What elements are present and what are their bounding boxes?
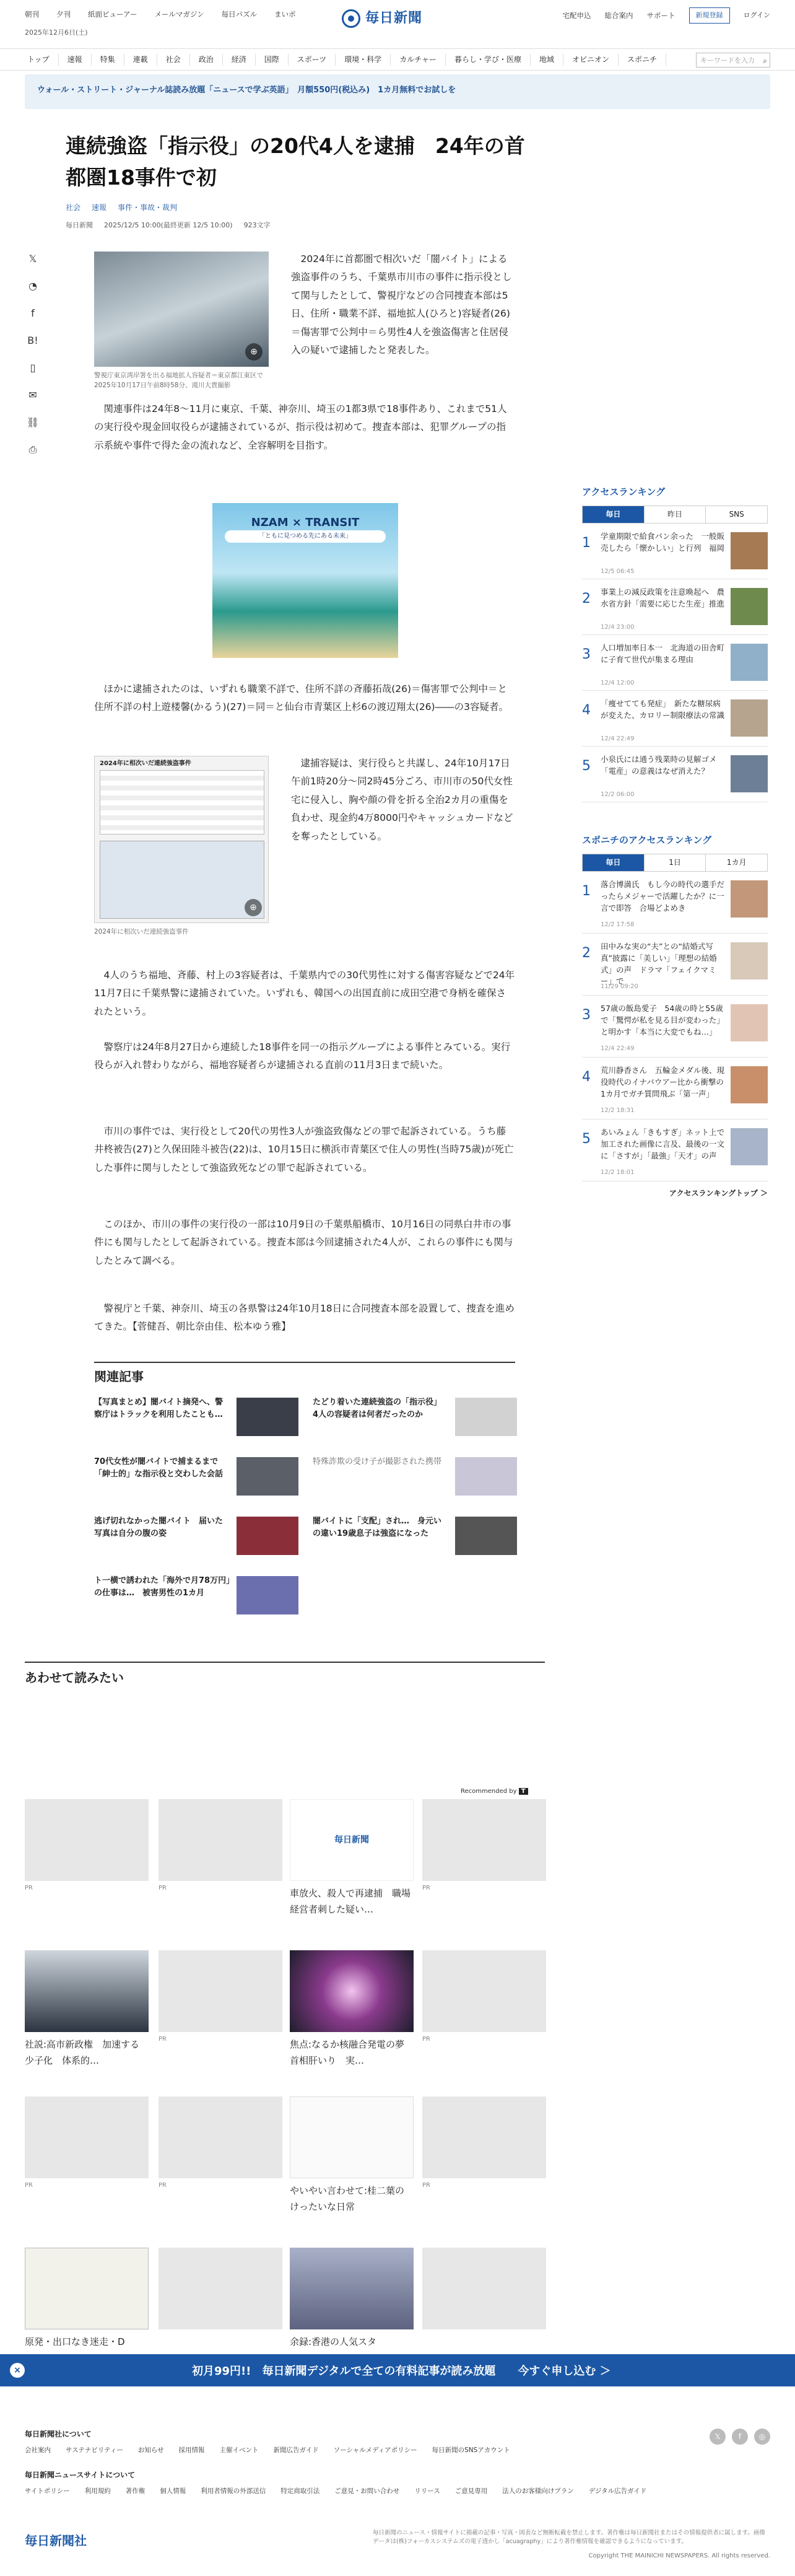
- footer-heading-site: 毎日新聞ニュースサイトについて: [25, 2470, 136, 2479]
- rank-date: 12/4 22:49: [601, 735, 635, 743]
- related-divider: [94, 1362, 515, 1363]
- nav-opinion[interactable]: オピニオン: [563, 54, 619, 66]
- rank-date: 12/4 23:00: [601, 624, 635, 631]
- ranking-item[interactable]: [582, 635, 768, 691]
- related-item-thumb: [237, 1576, 298, 1614]
- ad-subtitle: 「ともに見つめる先にある未来」: [225, 530, 386, 543]
- nav-world[interactable]: 国際: [256, 54, 289, 66]
- close-icon[interactable]: ×: [10, 2363, 25, 2378]
- rank-thumb: [731, 880, 768, 918]
- recommend-card[interactable]: [159, 1799, 282, 1893]
- footer-link[interactable]: 特定商取引法: [280, 2487, 320, 2495]
- recommend-card[interactable]: [290, 1950, 414, 2069]
- recommend-card[interactable]: [159, 2096, 282, 2191]
- register-button[interactable]: 新規登録: [689, 7, 730, 24]
- related-item[interactable]: [313, 1396, 517, 1440]
- x-icon[interactable]: 𝕏: [710, 2429, 726, 2445]
- recommend-thumb: [290, 1799, 414, 1881]
- rank-title: 人口増加率日本一 北海道の田舎町に子育て世代が集まる理由: [601, 643, 725, 664]
- comment-icon[interactable]: ◔: [28, 280, 37, 292]
- ranking-heading: アクセスランキング: [582, 486, 666, 497]
- rank-number: 3: [582, 1007, 591, 1023]
- ranking-top-link[interactable]: アクセスランキングトップ ＞: [669, 1189, 768, 1198]
- support-link[interactable]: サポート: [646, 11, 676, 20]
- rank-title: 荒川静香さん 五輪金メダル後、現役時代のイナバウアー比から衝撃の1カ月でガチ質問飛ぶ「第一声」: [601, 1066, 725, 1098]
- recommend-card[interactable]: [422, 1799, 546, 1893]
- logo-text: 毎日新聞: [365, 10, 423, 26]
- copyright: Copyright THE MAINICHI NEWSPAPERS. All rights reserved.: [588, 2552, 770, 2559]
- nav-series[interactable]: 連載: [124, 54, 157, 66]
- ad-title: NZAM × TRANSIT: [251, 516, 360, 529]
- promo-banner[interactable]: [25, 74, 770, 109]
- footer-note: 毎日新聞のニュース・情報サイトに掲載の記事・写真・図表など無断転載を禁止します。著作権は毎日新聞社またはその情報提供者に属します。画像データは(株)フォーカスシステムズの電子透かし「acuagraphy」により著作権情報を確認できるようになっています。: [373, 2530, 765, 2546]
- pr-label: PR: [422, 2182, 430, 2189]
- sponichi-tabs: [582, 854, 768, 872]
- photo-caption: 警視庁東京湾岸署を出る福地拡人容疑者＝東京都江東区で2025年10月17日午前8時58分、滝川大貴撮影: [94, 372, 263, 390]
- sponichi-ranking: [582, 833, 768, 1199]
- related-item[interactable]: [94, 1515, 298, 1559]
- footer-link[interactable]: 利用者情報の外部送信: [201, 2487, 266, 2495]
- recommend-card[interactable]: [159, 2248, 282, 2329]
- rank-date: 12/4 12:00: [601, 680, 635, 687]
- recommend-card[interactable]: [422, 1950, 546, 2044]
- top-link-evening[interactable]: 夕刊: [56, 10, 71, 19]
- recommend-card[interactable]: [159, 1950, 282, 2044]
- footer-heading-company: 毎日新聞社について: [25, 2430, 92, 2438]
- related-item-thumb: [237, 1398, 298, 1436]
- map-title: 2024年に相次いだ連続強盗事件: [100, 760, 191, 767]
- rank-date: 12/2 17:58: [601, 921, 635, 929]
- recommend-title: やいやい言わせて:桂二葉のけったいな日常: [290, 2185, 405, 2212]
- footer-link[interactable]: ご意見・お問い合わせ: [334, 2487, 400, 2495]
- footer-link[interactable]: お知らせ: [137, 2447, 164, 2455]
- rank-date: 12/2 06:00: [601, 791, 635, 799]
- tab-sponichi-1day[interactable]: 1日: [645, 854, 706, 871]
- nav-sponichi[interactable]: スポニチ: [619, 54, 666, 66]
- footer-link[interactable]: 新聞広告ガイド: [273, 2447, 319, 2455]
- search-placeholder: キーワードを入力: [700, 56, 755, 64]
- instagram-icon[interactable]: ◎: [754, 2429, 770, 2445]
- footer-link[interactable]: 毎日新聞のSNSアカウント: [432, 2447, 510, 2455]
- recommend-thumb: [159, 1799, 282, 1881]
- rank-date: 11/29 09:20: [601, 983, 638, 991]
- access-ranking: [582, 484, 768, 802]
- share-rail: [24, 248, 42, 466]
- related-item-title: 特殊詐欺の受け子が撮影された携帯: [313, 1457, 442, 1466]
- nav-sports[interactable]: スポーツ: [289, 54, 336, 66]
- rank-title: 57歳の飯島愛子 54歳の時と55歳で「驚愕が私を見る目が変わった」と明かす「本当に大変でもね…」: [601, 1004, 724, 1036]
- related-item-title: 70代女性が闇バイトで捕まるまで 「紳士的」な指示役と交わした会話: [94, 1457, 227, 1479]
- thumb-logo-text: 毎日新聞: [334, 1834, 369, 1845]
- footer-link[interactable]: ソーシャルメディアポリシー: [333, 2447, 417, 2455]
- recommend-card[interactable]: [25, 2248, 149, 2350]
- pr-label: PR: [159, 2036, 167, 2043]
- recommended-by: [461, 1787, 528, 1797]
- article-paragraph-8: このほか、市川の事件の実行役の一部は10月9日の千葉県船橋市、10月16日の同県白井市の事件にも関与したとして起訴されている。捜査本部は今回逮捕された4人が、これらの事件にも関与したとみて調べる。: [94, 1219, 513, 1266]
- top-link-morning[interactable]: 朝刊: [25, 10, 39, 19]
- nav-breaking[interactable]: 速報: [59, 54, 92, 66]
- rank-title: 落合博満氏 もし今の時代の選手だったらメジャーで活躍したか？に一言で即答 合場どよめき: [601, 880, 725, 913]
- recommend-title: 社説:高市新政権 加速する少子化 体系的…: [25, 2039, 140, 2066]
- related-item[interactable]: [94, 1396, 298, 1440]
- tab-sponichi-daily[interactable]: 毎日: [583, 854, 645, 871]
- recommend-title: 車放火、殺人で再逮捕 職場経営者刺した疑い…: [290, 1888, 411, 1915]
- rank-title: 小泉氏には通う残業時の見解ゴメ「電産」の意義はなぜ消えた？: [601, 755, 717, 776]
- nav-culture[interactable]: カルチャー: [391, 54, 446, 66]
- nav-local[interactable]: 地域: [531, 54, 563, 66]
- article-char-count: 923文字: [243, 221, 271, 230]
- ranking-item[interactable]: [582, 691, 768, 747]
- recommend-card[interactable]: [25, 1950, 149, 2069]
- footer-link[interactable]: 個人情報: [160, 2487, 186, 2495]
- top-utility-bar: [0, 0, 795, 37]
- article-map-figure: [94, 756, 269, 937]
- link-copy-icon[interactable]: ⛓: [26, 416, 40, 429]
- recommend-title: 原発・出口なき迷走・D: [25, 2336, 125, 2347]
- recommend-thumb: [422, 2096, 546, 2178]
- recommend-thumb: [422, 1950, 546, 2032]
- recommend-thumb: [25, 1799, 149, 1881]
- rank-number: 4: [582, 1069, 591, 1085]
- print-icon[interactable]: ⎙: [28, 444, 37, 456]
- pr-label: PR: [159, 2182, 167, 2189]
- category-society[interactable]: 社会: [66, 203, 81, 212]
- site-footer: [25, 2429, 770, 2510]
- related-item-thumb: [237, 1457, 298, 1496]
- mail-share-icon[interactable]: ✉: [28, 389, 37, 401]
- zoom-icon[interactable]: ⊕: [245, 899, 262, 916]
- footer-link[interactable]: 著作権: [125, 2487, 146, 2495]
- nav-top[interactable]: トップ: [19, 54, 59, 66]
- ranking-item[interactable]: [582, 579, 768, 635]
- ranking-item[interactable]: [582, 524, 768, 579]
- suspect-photo[interactable]: [94, 252, 269, 367]
- recommend-thumb: [159, 2248, 282, 2329]
- related-item[interactable]: [313, 1456, 517, 1499]
- footer-link[interactable]: ご意見専用: [454, 2487, 488, 2495]
- article-header: [66, 130, 536, 231]
- rank-number: 1: [582, 535, 591, 551]
- recommend-thumb: [290, 2248, 414, 2329]
- related-item-title: 闇バイトに「支配」され… 身元いの違い19歳息子は強盗になった: [313, 1517, 442, 1539]
- rank-title: 「痩せてても発症」 新たな糖尿病が変えた、カロリー制限療法の常識: [601, 699, 725, 720]
- pr-label: PR: [422, 1885, 430, 1891]
- related-heading: 関連記事: [94, 1369, 144, 1384]
- top-link-viewer[interactable]: 紙面ビューアー: [88, 10, 137, 19]
- rank-date: 12/2 18:31: [601, 1107, 635, 1115]
- delivery-link[interactable]: 宅配申込: [562, 11, 591, 20]
- nav-science[interactable]: 環境・科学: [336, 54, 391, 66]
- ranking-item[interactable]: [582, 747, 768, 802]
- rank-number: 1: [582, 883, 591, 900]
- rank-date: 12/4 22:49: [601, 1045, 635, 1053]
- rank-number: 3: [582, 647, 591, 663]
- login-button[interactable]: ログイン: [743, 11, 770, 19]
- rank-thumb: [731, 699, 768, 737]
- recommend-title: 焦点:なるか核融合発電の夢 首相肝いり 実…: [290, 2039, 414, 2066]
- awasete-heading: あわせて読みたい: [25, 1670, 124, 1685]
- rank-thumb: [731, 755, 768, 792]
- related-item-thumb: [455, 1517, 517, 1555]
- recommend-thumb: [159, 2096, 282, 2178]
- bookmark-icon[interactable]: ▯: [30, 362, 36, 374]
- related-item-thumb: [455, 1457, 517, 1496]
- rank-thumb: [731, 942, 768, 979]
- nav-life[interactable]: 暮らし・学び・医療: [446, 54, 531, 66]
- article-meta: [66, 220, 536, 231]
- pr-label: PR: [422, 2036, 430, 2043]
- footer-site-links: [25, 2486, 770, 2497]
- tab-ranking-yesterday[interactable]: 昨日: [645, 506, 706, 523]
- top-link-mail[interactable]: メールマガジン: [154, 10, 204, 19]
- rank-title: あいみょん「きもすぎ」ネット上で加工された画像に言及、最後の一文に「さすが」「最強」「天才」の声: [601, 1128, 725, 1160]
- article-paragraph-6: 警察庁は24年8月27日から連続した18事件を同一の指示グループによる事件とみている。実行役らが入れ替わりながら、福地容疑者らが逮捕される直前の11月3日まで続いた。: [94, 1041, 511, 1071]
- pr-label: PR: [25, 2182, 33, 2189]
- ranking-item[interactable]: [582, 872, 768, 934]
- tab-ranking-sns[interactable]: SNS: [729, 510, 744, 519]
- recommend-thumb: [25, 2096, 149, 2178]
- category-incident[interactable]: 事件・事故・裁判: [118, 203, 178, 212]
- footer-link[interactable]: デジタル広告ガイド: [588, 2487, 647, 2495]
- recommend-title: 余録:香港の人気スタ: [290, 2336, 377, 2347]
- related-item[interactable]: [313, 1515, 517, 1559]
- article-paragraph-9: 警視庁と千葉、神奈川、埼玉の各県警は24年10月18日に合同捜査本部を設置して、捜査を進めてきた。【菅健吾、朝比奈由佳、松本ゆう雅】: [94, 1303, 515, 1333]
- inline-ad[interactable]: [212, 503, 398, 658]
- awasete-divider: [25, 1662, 545, 1663]
- top-links: [25, 9, 296, 20]
- map-caption: 2024年に相次いだ連続強盗事件: [94, 928, 189, 935]
- article-photo-1: [94, 252, 269, 391]
- article-categories: [66, 202, 536, 214]
- site-logo[interactable]: [342, 7, 422, 29]
- related-item-title: 【写真まとめ】闇バイト摘発へ、警察庁はトラックを利用したことも…: [94, 1398, 224, 1420]
- category-breaking[interactable]: 速報: [92, 203, 107, 212]
- footer-logo[interactable]: 毎日新聞社: [25, 2533, 87, 2548]
- tab-sponichi-1month[interactable]: 1カ月: [726, 858, 747, 867]
- facebook-share-icon[interactable]: f: [31, 307, 35, 320]
- footer-company-links: [25, 2445, 770, 2456]
- rank-date: 12/5 06:45: [601, 568, 635, 576]
- recommend-thumb: [422, 2248, 546, 2329]
- nav-society[interactable]: 社会: [157, 54, 190, 66]
- subscribe-bar[interactable]: [0, 2354, 795, 2386]
- footer-link[interactable]: 利用規約: [84, 2487, 111, 2495]
- rank-number: 5: [582, 1131, 591, 1147]
- zoom-icon[interactable]: ⊕: [245, 343, 263, 361]
- recommend-thumb: [25, 2248, 149, 2329]
- related-item-title: たどり着いた連続強盗の「指示役」 4人の容疑者は何者だったのか: [313, 1398, 446, 1420]
- recommend-card[interactable]: [25, 2096, 149, 2191]
- recommend-card[interactable]: [422, 2096, 546, 2191]
- related-item-title: 逃げ切れなかった闇バイト 届いた写真は自分の腹の姿: [94, 1517, 224, 1539]
- recommend-thumb: [290, 1950, 414, 2032]
- map-area: [100, 841, 264, 919]
- subscribe-text: 初月99円!! 毎日新聞デジタルで全ての有料記事が読み放題 今すぐ申し込む ＞: [192, 2365, 611, 2378]
- footer-link[interactable]: 法人のお客様向けプラン: [502, 2487, 574, 2495]
- footer-link[interactable]: リリース: [414, 2487, 440, 2495]
- footer-link[interactable]: サイトポリシー: [25, 2487, 70, 2495]
- related-item[interactable]: [94, 1575, 298, 1618]
- footer-link[interactable]: 主催イベント: [219, 2447, 259, 2455]
- recommend-thumb: [25, 1950, 149, 2032]
- recommend-card[interactable]: [290, 2096, 414, 2215]
- rank-date: 12/2 18:01: [601, 1169, 635, 1176]
- rank-thumb: [731, 532, 768, 569]
- x-share-icon[interactable]: 𝕏: [28, 253, 37, 265]
- ranking-item[interactable]: [582, 996, 768, 1058]
- footer-link[interactable]: サステナビリティー: [66, 2447, 123, 2455]
- recommend-thumb: [422, 1799, 546, 1881]
- related-item-thumb: [237, 1517, 298, 1555]
- social-icons: [710, 2429, 770, 2445]
- footer-link[interactable]: 採用情報: [178, 2447, 205, 2455]
- article-paragraph-1: 2024年に首都圏で相次いだ「闇バイト」による強盗事件のうち、千葉県市川市の事件に指示役として関与したとして、警視庁などの合同捜査本部は5日、住所・職業不詳、福地拡人(ひろと)容疑者(26)＝傷害罪で公判中＝ら男性4人を強盗傷害と住居侵入の疑いで逮捕したと発表した。: [291, 253, 512, 356]
- tab-ranking-daily[interactable]: 毎日: [583, 506, 645, 523]
- related-item[interactable]: [94, 1456, 298, 1499]
- search-icon[interactable]: ⌕: [763, 56, 767, 65]
- article-title: 連続強盗「指示役」の20代4人を逮捕 24年の首都圏18事件で初: [66, 134, 525, 190]
- recommend-card[interactable]: [25, 1799, 149, 1893]
- rank-number: 2: [582, 591, 591, 607]
- footer-link[interactable]: 会社案内: [25, 2447, 51, 2455]
- rank-title: 事業上の減反政策を注意喚起へ 農水省方針「需要に応じた生産」推進: [601, 587, 725, 608]
- top-link-puzzle[interactable]: 毎日パズル: [221, 10, 258, 19]
- pr-label: PR: [25, 1885, 33, 1891]
- article-paragraph-7: 市川の事件では、実行役として20代の男性3人が強盗致傷などの罪で起訴されている。うち藤井柊被告(27)と久保田陸斗被告(22)は、10月15日に横浜市青葉区で住人の男性(当時75歳)が死亡した事件に関与したとして強盗致死などの罪で起訴されている。: [94, 1126, 514, 1173]
- recommended-label: Recommended by: [461, 1788, 517, 1795]
- article-paragraph-4: 逮捕容疑は、実行役らと共謀し、24年10月17日午前1時20分～同2時45分ごろ、市川市の50代女性宅に侵入し、胸や顔の骨を折る全治2カ月の重傷を負わせ、現金約4万8000円やキャッシュカードなどを奪ったとしている。: [291, 758, 513, 842]
- rank-title: 田中みな実の“夫”との“結婚式写真”披露に「美しい」「理想の結婚式」の声 ドラマ「フェイクマミー」で: [601, 942, 717, 986]
- related-item-thumb: [455, 1398, 517, 1436]
- ranking-item[interactable]: [582, 1058, 768, 1119]
- taboola-icon: T: [519, 1788, 528, 1795]
- hatena-share-icon[interactable]: B!: [27, 335, 38, 347]
- rank-number: 4: [582, 703, 591, 719]
- guide-link[interactable]: 総合案内: [604, 11, 633, 20]
- article-paragraph-3: ほかに逮捕されたのは、いずれも職業不詳で、住所不詳の斉藤拓哉(26)＝傷害罪で公判中＝と住所不詳の村上遊楼馨(かるう)(27)＝同＝と仙台市青葉区上杉6の渡辺翔太(26)――の3容疑者。: [94, 683, 508, 713]
- rank-thumb: [731, 644, 768, 681]
- recommend-thumb: [290, 2096, 414, 2178]
- facebook-icon[interactable]: f: [732, 2429, 748, 2445]
- recommend-card[interactable]: [422, 2248, 546, 2329]
- rank-thumb: [731, 1004, 768, 1041]
- ranking-tabs: [582, 506, 768, 524]
- ranking-item[interactable]: [582, 934, 768, 996]
- pr-label: PR: [159, 1885, 167, 1891]
- rank-thumb: [731, 588, 768, 625]
- sponichi-heading: スポニチのアクセスランキング: [582, 835, 712, 846]
- logo-mark-icon: [342, 9, 360, 28]
- incident-map[interactable]: [94, 756, 269, 923]
- recommend-card[interactable]: [290, 2248, 414, 2350]
- nav-politics[interactable]: 政治: [190, 54, 223, 66]
- account-links: [563, 7, 770, 24]
- article-timestamp: 2025/12/5 10:00(最終更新 12/5 10:00): [104, 221, 233, 230]
- article-source: 毎日新聞: [66, 221, 93, 230]
- rank-title: 学童期限で給食パン余った 一般販売したら「懐かしい」と行列 福岡: [601, 532, 725, 553]
- promo-banner-text: ウォール・ストリート・ジャーナル誌読み放題「ニュースで学ぶ英語」 月額550円(税込み) 1カ月無料でお試しを: [37, 85, 456, 95]
- rank-number: 5: [582, 758, 591, 774]
- rank-thumb: [731, 1066, 768, 1103]
- rank-number: 2: [582, 945, 591, 962]
- rank-thumb: [731, 1128, 768, 1165]
- nav-features[interactable]: 特集: [92, 54, 124, 66]
- related-item-title: ト一横で誘われた「海外で月78万円」の仕事は… 被害男性の1カ月: [94, 1576, 230, 1598]
- recommend-thumb: [159, 1950, 282, 2032]
- ranking-item[interactable]: [582, 1119, 768, 1181]
- current-date: 2025年12月6日(土): [25, 28, 88, 37]
- recommend-card[interactable]: [290, 1799, 414, 1917]
- article-paragraph-2: 関連事件は24年8～11月に東京、千葉、神奈川、埼玉の1都3県で18事件あり、これまで51人の実行役や現金回収役らが逮捕されているが、指示役は初めて。捜査本部は、犯罪グループの指示系統や事件で得た金の流れなど、全容解明を目指す。: [94, 403, 507, 451]
- top-link-maipo[interactable]: まいポ: [274, 10, 296, 19]
- nav-economy[interactable]: 経済: [223, 54, 256, 66]
- main-nav: [0, 48, 795, 71]
- article-paragraph-5: 4人のうち福地、斉藤、村上の3容疑者は、千葉県内での30代男性に対する傷害容疑などで24年11月7日に千葉県警に逮捕されていた。いずれも、韓国への出国直前に成田空港で身柄を確保されたという。: [94, 970, 515, 1017]
- search-input[interactable]: [696, 53, 770, 68]
- incident-table: [100, 770, 264, 835]
